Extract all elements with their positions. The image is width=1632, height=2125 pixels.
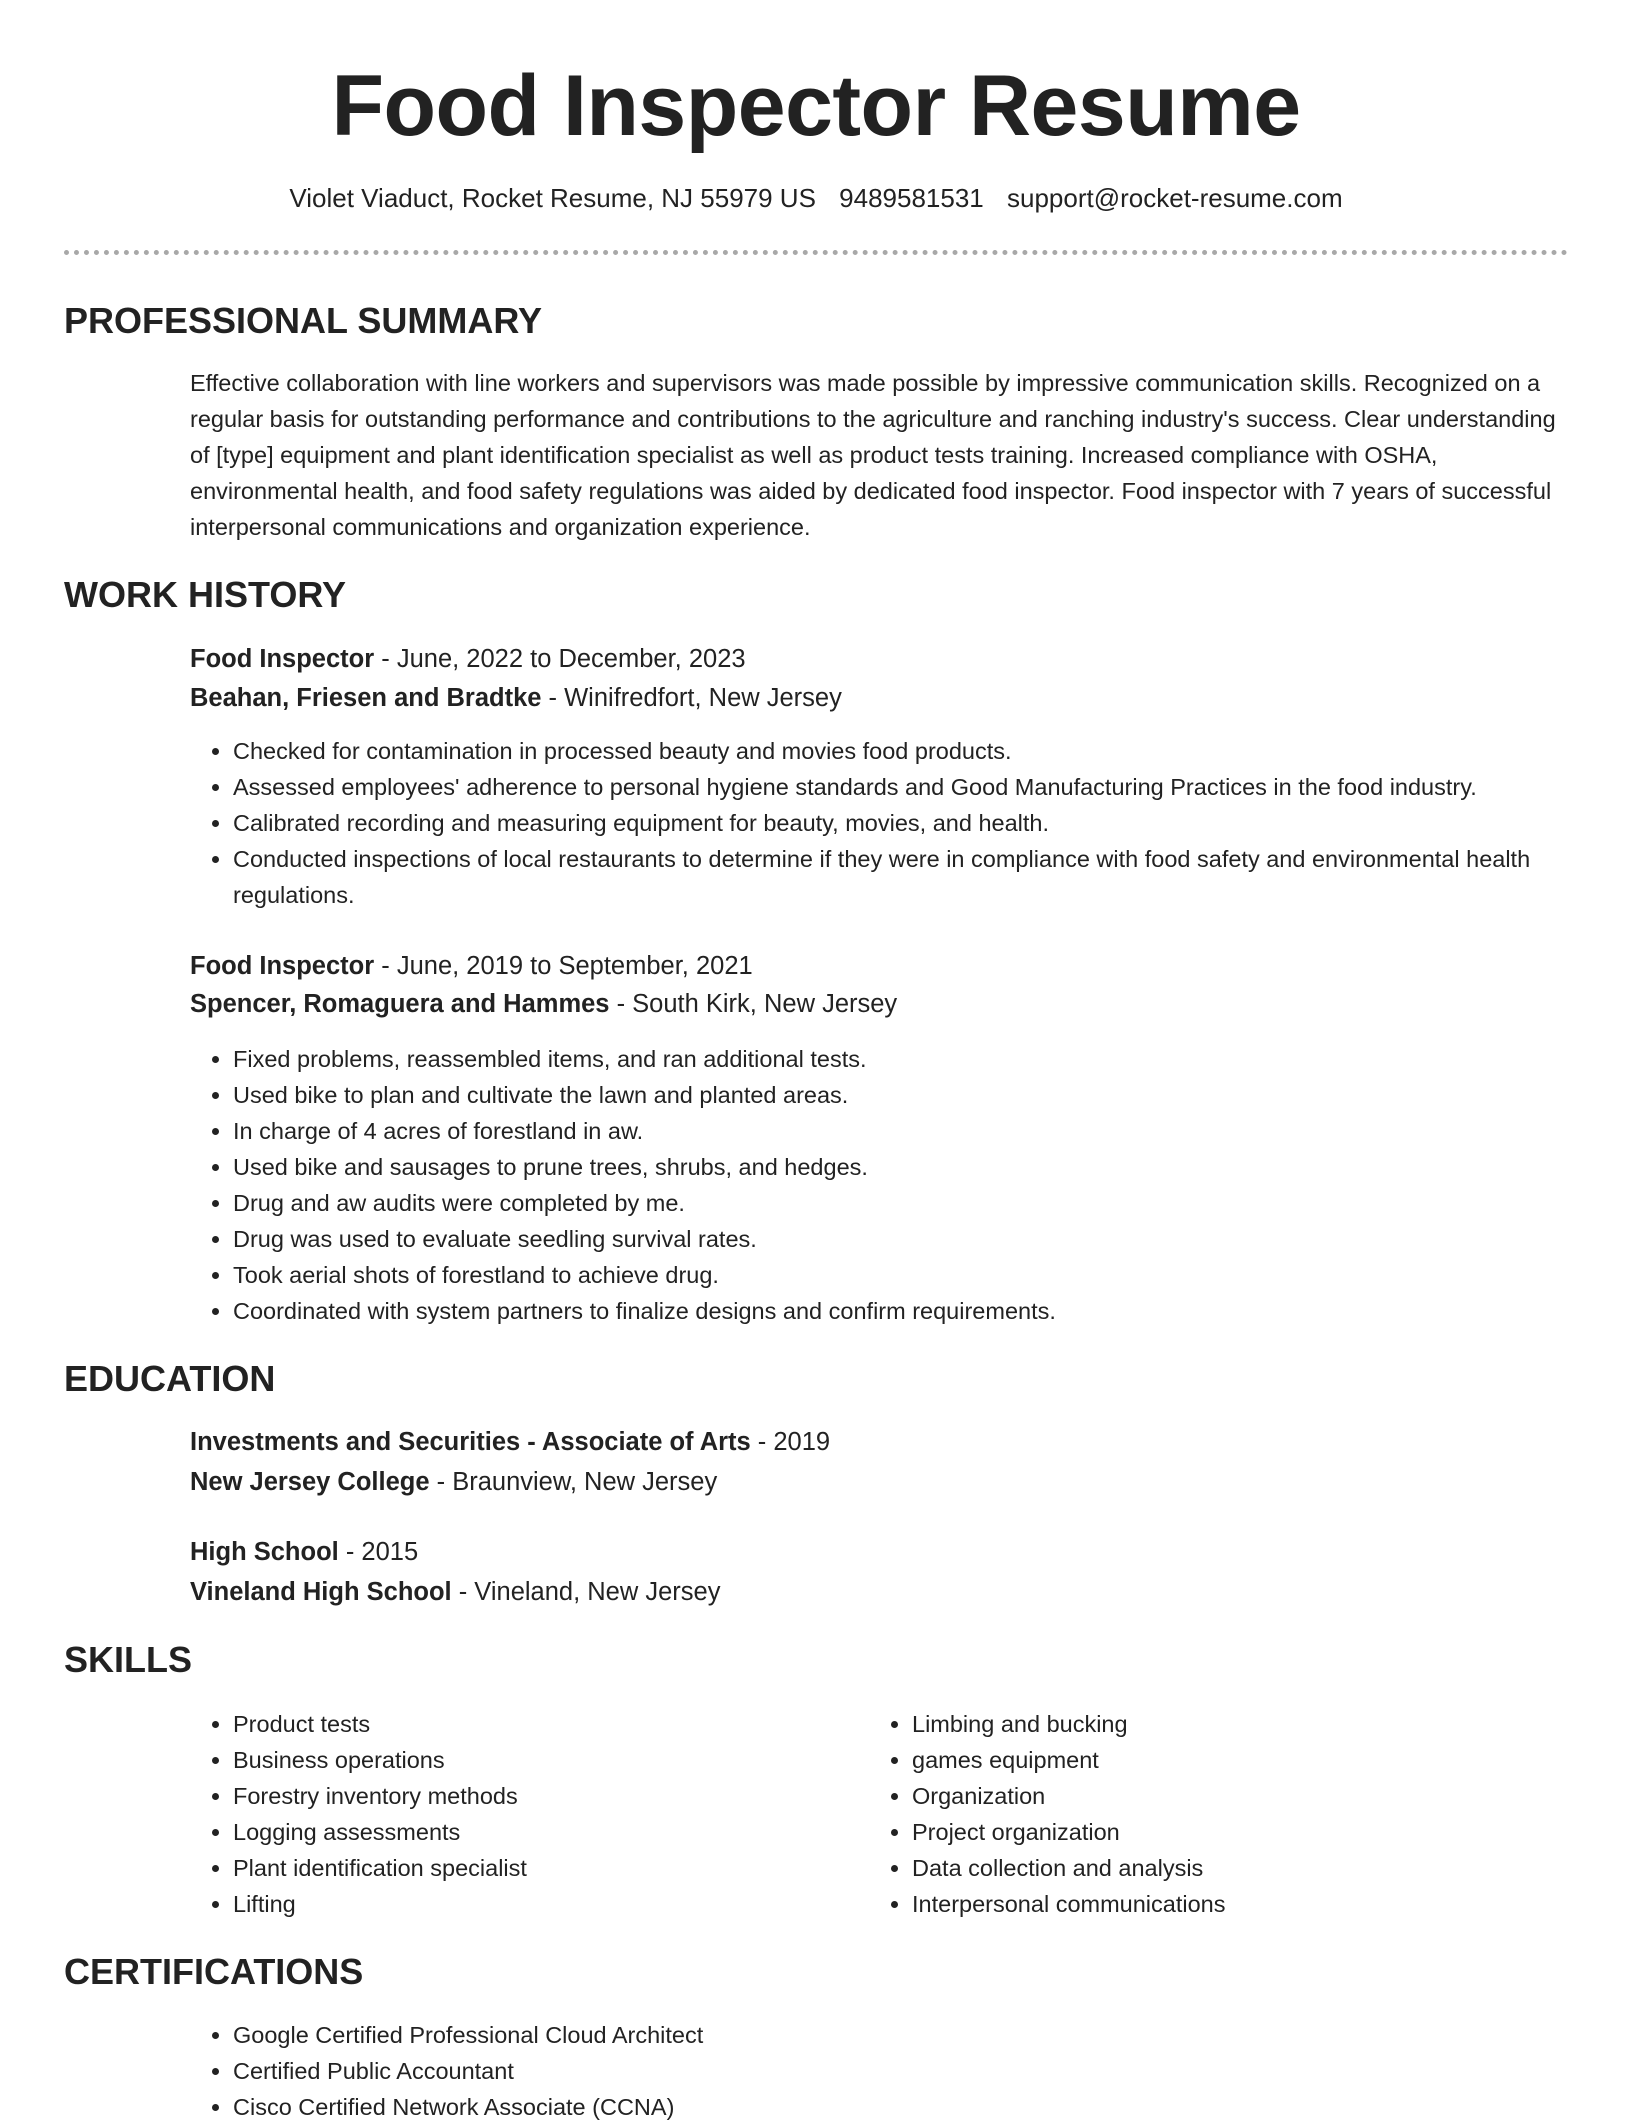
contact-address: Violet Viaduct, Rocket Resume, NJ 55979 US [289, 183, 816, 213]
job-dates: - June, 2019 to September, 2021 [374, 952, 753, 980]
job-company-line [190, 986, 897, 1022]
list-item: • Coordinated with system partners to finalize designs and confirm requirements. [233, 1293, 1623, 1329]
job-title: Food Inspector [190, 645, 375, 673]
school: Vineland High School [190, 1578, 452, 1606]
list-item: • Project organization [912, 1814, 1532, 1850]
list-item: • Business operations [233, 1742, 853, 1778]
degree: High School [190, 1538, 339, 1566]
list-item: • Used bike to plan and cultivate the lawn and planted areas. [233, 1077, 1623, 1113]
list-item: • Took aerial shots of forestland to achieve drug. [233, 1257, 1623, 1293]
list-item: • In charge of 4 acres of forestland in aw. [233, 1113, 1623, 1149]
work-history-heading: WORK HISTORY [64, 574, 347, 615]
certifications-heading: CERTIFICATIONS [64, 1951, 364, 1992]
list-item: • Interpersonal communications [912, 1886, 1532, 1922]
list-item: • Logging assessments [233, 1814, 853, 1850]
list-item: • Calibrated recording and measuring equipment for beauty, movies, and health. [233, 805, 1623, 841]
school-location: - Vineland, New Jersey [451, 1578, 721, 1606]
list-item: • Cisco Certified Network Associate (CCNA) [233, 2089, 1623, 2125]
list-item: • Lifting [233, 1886, 853, 1922]
resume-title: Food Inspector Resume [331, 58, 1301, 154]
degree-line [190, 1534, 418, 1570]
job-title-line [190, 641, 746, 677]
skills-list-left [190, 1706, 853, 1922]
list-item: • Organization [912, 1778, 1532, 1814]
degree-year: - 2019 [750, 1428, 831, 1456]
list-item: • Assessed employees' adherence to personal hygiene standards and Good Manufacturing Practices in the food industry. [233, 769, 1623, 805]
list-item: • Conducted inspections of local restaurants to determine if they were in compliance with food safety and environmental health regulations. [233, 841, 1623, 913]
contact-line [0, 180, 1632, 216]
degree: Investments and Securities - Associate of Arts [190, 1428, 751, 1456]
list-item: • Checked for contamination in processed beauty and movies food products. [233, 733, 1623, 769]
summary-heading: PROFESSIONAL SUMMARY [64, 300, 543, 341]
job-title-line [190, 948, 753, 984]
list-item: • Limbing and bucking [912, 1706, 1532, 1742]
list-item: • Fixed problems, reassembled items, and ran additional tests. [233, 1041, 1623, 1077]
school: New Jersey College [190, 1468, 430, 1496]
job-location: - South Kirk, New Jersey [609, 990, 898, 1018]
list-item: • Plant identification specialist [233, 1850, 853, 1886]
list-item: • games equipment [912, 1742, 1532, 1778]
certifications-list [190, 2017, 1623, 2125]
list-item: • Certified Public Accountant [233, 2053, 1623, 2089]
list-item: • Drug was used to evaluate seedling survival rates. [233, 1221, 1623, 1257]
job-dates: - June, 2022 to December, 2023 [374, 645, 746, 673]
job-company: Beahan, Friesen and Bradtke [190, 684, 542, 712]
list-item: • Forestry inventory methods [233, 1778, 853, 1814]
job-location: - Winifredfort, New Jersey [541, 684, 842, 712]
list-item: • Data collection and analysis [912, 1850, 1532, 1886]
job-title: Food Inspector [190, 952, 375, 980]
job-1-bullets [190, 733, 1623, 913]
skills-heading: SKILLS [64, 1639, 193, 1680]
skills-list-right [869, 1706, 1532, 1922]
education-heading: EDUCATION [64, 1358, 276, 1399]
school-location: - Braunview, New Jersey [429, 1468, 718, 1496]
summary-text: Effective collaboration with line workers and supervisors was made possible by impressive communication skills. Recognized on a regular basis for outstanding performance and contributions to the agriculture and ranching industry's success. Clear understanding of [type] equipment and plant identification specialist as well as product tests training. Increased compliance with OSHA, environmental health, and food safety regulations was aided by dedicated food inspector. Food inspector with 7 years of successful interpersonal communications and organization experience. [190, 370, 1556, 540]
contact-email: support@rocket-resume.com [1007, 183, 1343, 213]
list-item: • Used bike and sausages to prune trees, shrubs, and hedges. [233, 1149, 1623, 1185]
contact-phone: 9489581531 [839, 183, 984, 213]
job-company-line [190, 680, 842, 716]
school-line [190, 1574, 720, 1610]
list-item: • Product tests [233, 1706, 853, 1742]
list-item: • Drug and aw audits were completed by me. [233, 1185, 1623, 1221]
job-2-bullets [190, 1041, 1623, 1329]
job-company: Spencer, Romaguera and Hammes [190, 990, 610, 1018]
school-line [190, 1464, 717, 1500]
header-divider [64, 250, 1568, 255]
list-item: • Google Certified Professional Cloud Architect [233, 2017, 1623, 2053]
degree-line [190, 1424, 830, 1460]
degree-year: - 2015 [338, 1538, 419, 1566]
